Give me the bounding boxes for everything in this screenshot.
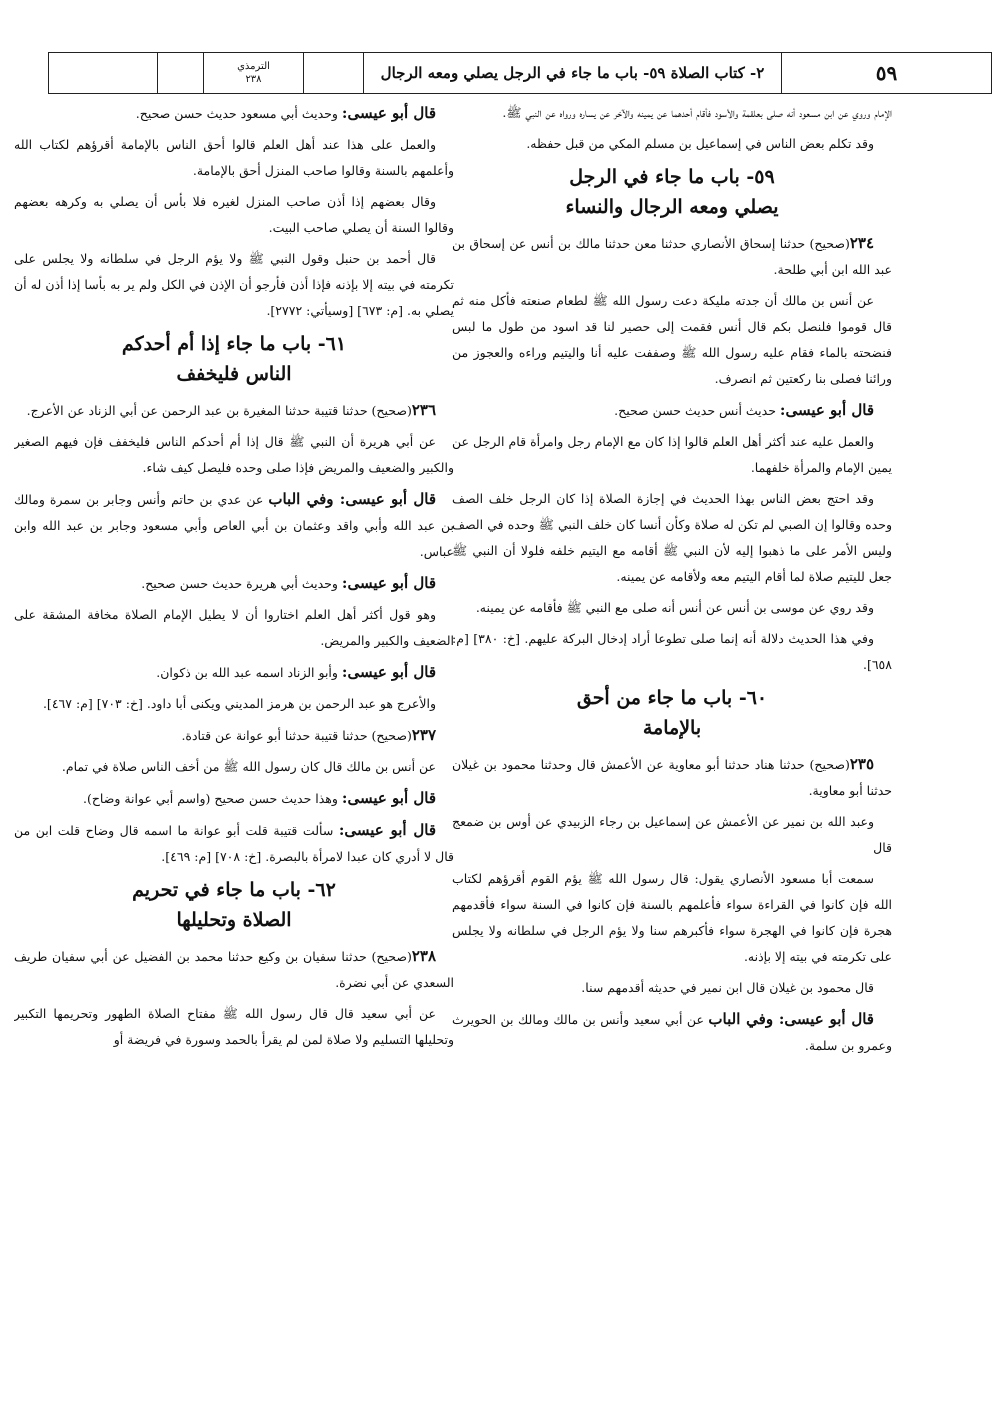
header-empty-cell: [49, 53, 157, 93]
paragraph: وهو قول أكثر أهل العلم اختاروا أن لا يطيل الإمام الصلاة مخافة المشقة على الضعيف والكبير والمريض.: [14, 607, 454, 648]
heading-line: ٥٩- باب ما جاء في الرجل: [569, 166, 775, 188]
abu-isa-label: قال أبو عيسى: وفي الباب: [708, 1010, 874, 1028]
chapter-heading-62: [14, 875, 454, 935]
heading-line: يصلي ومعه الرجال والنساء: [565, 196, 779, 218]
chapter-heading-60: [452, 683, 892, 743]
paragraph: وعبد الله بن نمير عن الأعمش عن إسماعيل بن رجاء الزبيدي عن أوس بن ضمعج قال: [452, 814, 892, 855]
chapter-heading-59: [452, 162, 892, 222]
paragraph: وقد روي عن موسى بن أنس عن أنس أنه صلى مع النبي ﷺ فأقامه عن يمينه.: [475, 600, 874, 615]
hadith-number: ٢٣٧: [411, 726, 436, 744]
isnad-text: (صحيح) حدثنا قتيبة حدثنا المغيرة بن عبد الرحمن عن أبي الزناد عن الأعرج.: [26, 403, 412, 418]
isnad-text: (صحيح) حدثنا هناد حدثنا أبو معاوية عن الأعمش قال وحدثنا محمود بن غيلان حدثنا أبو معاوية.: [452, 757, 892, 798]
abu-isa-label: قال أبو عيسى:: [341, 574, 436, 592]
hadith-234-isnad: [452, 230, 892, 283]
paragraph: والعمل على هذا عند أهل العلم قالوا أحق الناس بالإمامة أقرؤهم لكتاب الله وأعلمهم بالسنة وقالوا صاحب المنزل أحق بالإمامة.: [14, 137, 454, 178]
isnad-text: (صحيح) حدثنا سفيان بن وكيع حدثنا محمد بن الفضيل عن أبي سفيان طريف السعدي عن أبي نضرة.: [14, 949, 454, 990]
heading-line: الناس فليخفف: [176, 363, 292, 385]
heading-line: ٦١- باب ما جاء إذا أم أحدكم: [121, 333, 347, 355]
hadith-237-matn: عن أنس بن مالك قال كان رسول الله ﷺ من أخف الناس صلاة في تمام.: [61, 759, 436, 774]
abu-isa-label: قال أبو عيسى: وفي الباب: [268, 490, 437, 508]
book-page-number: ٢٣٨: [245, 74, 262, 85]
isnad-text: (صحيح) حدثنا قتيبة حدثنا أبو عوانة عن قتادة.: [181, 728, 412, 743]
heading-line: ٦٠- باب ما جاء من أحق: [576, 687, 768, 709]
hadith-234-matn: عن أنس بن مالك أن جدته مليكة دعت رسول الله ﷺ لطعام صنعته فأكل منه ثم قال قوموا فلنصل بكم قال أنس فقمت إلى حصير لنا قد اسود من طول ما لبس فنضحته بالماء فقام عليه رسول الله ﷺ وصففت عليه أنا واليتيم وراءه والعجوز من ورائنا فصلى بنا ركعتين ثم انصرف.: [452, 293, 892, 386]
abu-isa-label: قال أبو عيسى:: [341, 663, 436, 681]
chapter-heading-61: [14, 329, 454, 389]
grade-text: وهذا حديث حسن صحيح (واسم أبي عوانة وضاح).: [83, 791, 338, 806]
header-empty-cell: [157, 53, 203, 93]
left-column: [14, 100, 454, 1363]
abu-isa-comment: [14, 817, 454, 870]
comment-text: وأبو الزناد اسمه عبد الله بن ذكوان.: [156, 665, 338, 680]
paragraph: قال أحمد بن حنبل وقول النبي ﷺ ولا يؤم الرجل في سلطانه ولا يجلس على تكرمته في بيته إلا بإذنه فإذا أذن فأرجو أن الإذن في الكل ولم ير به بأسا إذا أذن له أن يصلي به. [م: ٦٧٣] [وسيأتي: ٢٧٧٢].: [14, 251, 454, 318]
hadith-238-isnad: [14, 943, 454, 996]
paragraph: قال محمود بن غيلان قال ابن نمير في حديثه أقدمهم سنا.: [581, 980, 874, 995]
bab-text: عن أبي سعيد وأنس بن مالك ومالك بن الحويرث وعمرو بن سلمة.: [452, 1012, 892, 1053]
isnad-text: (صحيح) حدثنا إسحاق الأنصاري حدثنا معن حدثنا مالك بن أنس عن إسحاق بن عبد الله ابن أبي طلحة.: [452, 236, 892, 277]
book-reference: [203, 53, 303, 93]
abu-isa-comment: [14, 570, 454, 597]
page-header: [48, 52, 992, 94]
right-column: [452, 100, 892, 1363]
paragraph: والأعرج هو عبد الرحمن بن هرمز المديني ويكنى أبا داود. [خ: ٧٠٣] [م: ٤٦٧].: [42, 696, 436, 711]
paragraph: وقد تكلم بعض الناس في إسماعيل بن مسلم المكي من قبل حفظه.: [526, 136, 874, 151]
paragraph: الإمام وروي عن ابن مسعود أنه صلى بعلقمة والأسود فأقام أحدهما عن يمينه والآخر عن يساره ورواه عن النبي ﷺ.: [502, 105, 892, 120]
heading-line: الصلاة وتحليلها: [176, 909, 292, 931]
paragraph: وقد احتج بعض الناس بهذا الحديث في إجازة الصلاة إذا كان الرجل خلف الصف وحده وقالوا إن الصبي لم تكن له صلاة وكأن أنسا كان خلف النبي ﷺ وحده في الصف وليس الأمر على ما ذهبوا إليه لأن النبي ﷺ أقامه مع اليتيم خلفه فلولا أن النبي ﷺ جعل لليتيم صلاة لما أقام اليتيم معه ولأقامه عن يمينه.: [452, 491, 892, 584]
hadith-238-matn: عن أبي سعيد قال قال رسول الله ﷺ مفتاح الصلاة الطهور وتحريمها التكبير وتحليلها التسليم ولا صلاة لمن لم يقرأ بالحمد وسورة في فريضة أو: [14, 1006, 454, 1047]
grade-text: وحديث أبي هريرة حديث حسن صحيح.: [141, 576, 338, 591]
abu-isa-comment: [14, 100, 454, 127]
hadith-235-isnad: [452, 751, 892, 804]
abu-isa-comment: [14, 785, 454, 812]
abu-isa-label: قال أبو عيسى:: [341, 104, 436, 122]
paragraph: وقال بعضهم إذا أذن صاحب المنزل لغيره فلا بأس أن يصلي به وكرهه بعضهم وقالوا السنة أن يصلي صاحب البيت.: [14, 194, 454, 235]
abu-isa-label: قال أبو عيسى:: [779, 401, 874, 419]
hadith-236-isnad: [14, 397, 454, 424]
heading-line: ٦٢- باب ما جاء في تحريم: [132, 879, 336, 901]
abu-isa-label: قال أبو عيسى:: [341, 789, 436, 807]
hadith-number: ٢٣٨: [411, 947, 436, 965]
grade-text: حديث أنس حديث حسن صحيح.: [614, 403, 776, 418]
heading-line: بالإمامة: [642, 717, 702, 739]
hadith-235-matn: سمعت أبا مسعود الأنصاري يقول: قال رسول الله ﷺ يؤم القوم أقرؤهم لكتاب الله فإن كانوا في القراءة سواء فأعلمهم بالسنة فإن كانوا في السنة سواء فأقدمهم هجرة فإن كانوا في الهجرة سواء فأكبرهم سنا ولا يؤم الرجل في سلطانه ولا يجلس على تكرمته في بيته إلا بإذنه.: [452, 871, 892, 964]
hadith-237-isnad: [14, 722, 454, 749]
hadith-number: ٢٣٤: [849, 234, 874, 252]
running-title: ٢- كتاب الصلاة ٥٩- باب ما جاء في الرجل يصلي ومعه الرجال: [363, 53, 781, 93]
header-empty-cell: [303, 53, 363, 93]
hadith-number: ٢٣٦: [411, 401, 436, 419]
page-number: ٥٩: [781, 53, 991, 93]
bab-text: عن عدي بن حاتم وأنس وجابر بن سمرة ومالك بن عبد الله وأبي واقد وعثمان بن أبي العاص وأبي مسعود وجابر بن عبد الله وابن عباس.: [14, 492, 454, 559]
paragraph: والعمل عليه عند أكثر أهل العلم قالوا إذا كان مع الإمام رجل وامرأة قام الرجل عن يمين الإمام والمرأة خلفهما.: [452, 434, 892, 475]
abu-isa-label: قال أبو عيسى:: [338, 821, 436, 839]
paragraph: وفي هذا الحديث دلالة أنه إنما صلى تطوعا أراد إدخال البركة عليهم. [خ: ٣٨٠] [م: ٦٥٨].: [452, 631, 892, 672]
comment-text: سألت قتيبة قلت أبو عوانة ما اسمه قال وضاح قلت ابن من قال لا أدري كان عبدا لامرأة بالبصرة. [خ: ٧٠٨] [م: ٤٦٩].: [14, 823, 454, 864]
abu-isa-bab: [14, 486, 454, 565]
hadith-236-matn: عن أبي هريرة أن النبي ﷺ قال إذا أم أحدكم الناس فليخفف فإن فيهم الصغير والكبير والضعيف والمريض فإذا صلى وحده فليصل كيف شاء.: [14, 434, 454, 475]
abu-isa-comment: [452, 397, 892, 424]
abu-isa-bab: [452, 1006, 892, 1059]
abu-isa-comment: [14, 659, 454, 686]
grade-text: وحديث أبي مسعود حديث حسن صحيح.: [135, 106, 338, 121]
book-short-name: الترمذي: [237, 61, 270, 72]
hadith-number: ٢٣٥: [849, 755, 874, 773]
